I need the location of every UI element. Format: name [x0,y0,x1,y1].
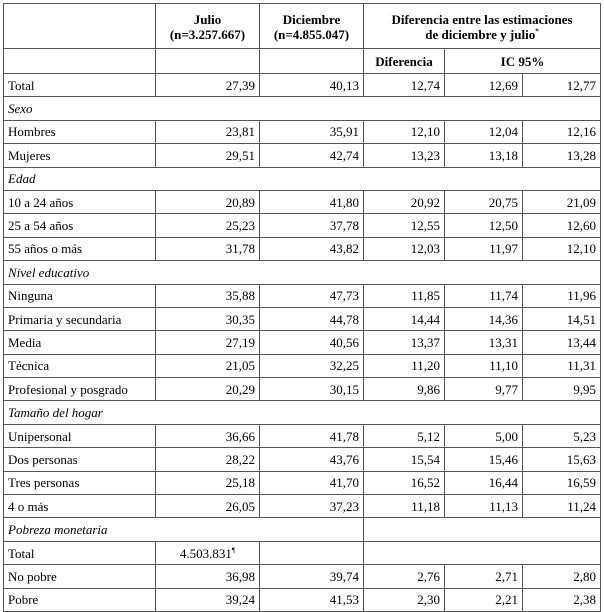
cell-diciembre: 43,82 [260,237,364,260]
cell-julio: 36,98 [156,565,260,588]
empty-cell [260,541,364,564]
cell-diciembre: 32,25 [260,354,364,377]
row-label: Ninguna [4,284,156,307]
table-row [4,237,601,260]
section-title-row [4,518,601,541]
table-row [4,331,601,354]
cell-diciembre: 39,74 [260,565,364,588]
table-row [4,588,601,611]
header-diferencia-group [364,4,601,49]
cell-julio: 30,35 [156,307,260,330]
cell-ic-high: 12,16 [523,120,601,143]
cell-diciembre: 41,70 [260,471,364,494]
cell-diferencia: 11,85 [364,284,445,307]
pobreza-total-value: 4.503.831 [179,545,232,561]
header-row [4,4,601,49]
row-label: Tres personas [4,471,156,494]
cell-ic-high: 9,95 [523,378,601,401]
cell-ic-low: 5,00 [445,424,523,447]
cell-diciembre: 44,78 [260,307,364,330]
header-diciembre-n: (n=4.855.047) [273,27,350,42]
cell-julio: 28,22 [156,448,260,471]
table-row [4,424,601,447]
cell-diferencia: 9,86 [364,378,445,401]
section-title-row [4,97,601,120]
cell-ic-high: 2,38 [523,588,601,611]
cell-julio: 29,51 [156,144,260,167]
cell-ic-high: 2,80 [523,565,601,588]
cell-diferencia: 14,44 [364,307,445,330]
cell-diferencia: 13,37 [364,331,445,354]
cell-diferencia: 16,52 [364,471,445,494]
cell-ic-low: 13,31 [445,331,523,354]
header-footnote-mark: * [535,27,539,36]
cell-ic-low: 11,13 [445,495,523,518]
header-julio-n: (n=3.257.667) [169,27,246,42]
header-diciembre-label: Diciembre [282,12,341,27]
cell-diferencia: 12,74 [364,74,445,97]
section-title: Nivel educativo [4,261,601,284]
cell-ic-low: 12,69 [445,74,523,97]
cell-diferencia: 15,54 [364,448,445,471]
cell-ic-low: 14,36 [445,307,523,330]
cell-julio: 36,66 [156,424,260,447]
row-label: Total [4,74,156,97]
row-label: Profesional y posgrado [4,378,156,401]
subheader-blank-3 [260,49,364,74]
row-label: 10 a 24 años [4,190,156,213]
cell-diciembre: 47,73 [260,284,364,307]
row-label: Mujeres [4,144,156,167]
cell-ic-high: 13,44 [523,331,601,354]
section-title: Sexo [4,97,601,120]
cell-ic-high: 11,31 [523,354,601,377]
table-row [4,120,601,143]
cell-diciembre: 42,74 [260,144,364,167]
cell-julio: 39,24 [156,588,260,611]
table-row [4,214,601,237]
cell-ic-high: 16,59 [523,471,601,494]
table-row [4,448,601,471]
table-row [4,307,601,330]
section-title-row [4,261,601,284]
empty-cell [364,541,601,564]
cell-diferencia: 12,10 [364,120,445,143]
cell-julio: 20,89 [156,190,260,213]
row-label: Primaria y secundaria [4,307,156,330]
subheader-blank-2 [156,49,260,74]
header-diferencia-title-line1: Diferencia entre las estimaciones [391,12,573,27]
cell-diciembre: 35,91 [260,120,364,143]
cell-julio: 31,78 [156,237,260,260]
table-row [4,284,601,307]
cell-ic-low: 16,44 [445,471,523,494]
table-row [4,144,601,167]
table-row [4,565,601,588]
row-label: Dos personas [4,448,156,471]
cell-diferencia: 2,76 [364,565,445,588]
cell-diferencia: 20,92 [364,190,445,213]
cell-ic-high: 12,77 [523,74,601,97]
cell-ic-low: 20,75 [445,190,523,213]
subheader-row [4,49,601,74]
table-row [4,471,601,494]
cell-ic-low: 11,74 [445,284,523,307]
pobreza-total-mark: ¶ [231,546,236,555]
cell-pobreza-total [156,541,260,564]
cell-julio: 21,05 [156,354,260,377]
row-label: 55 años o más [4,237,156,260]
header-blank [4,4,156,49]
cell-diciembre: 41,78 [260,424,364,447]
cell-diciembre: 40,56 [260,331,364,354]
cell-diciembre: 37,78 [260,214,364,237]
table-row [4,378,601,401]
section-title-row [4,401,601,424]
cell-ic-high: 12,10 [523,237,601,260]
cell-julio: 23,81 [156,120,260,143]
cell-ic-high: 5,23 [523,424,601,447]
row-label: Unipersonal [4,424,156,447]
row-label: Hombres [4,120,156,143]
cell-ic-high: 15,63 [523,448,601,471]
cell-ic-low: 12,04 [445,120,523,143]
cell-julio: 27,39 [156,74,260,97]
subheader-diferencia: Diferencia [364,49,445,74]
cell-diferencia: 13,23 [364,144,445,167]
cell-ic-low: 13,18 [445,144,523,167]
subheader-blank-1 [4,49,156,74]
cell-diciembre: 37,23 [260,495,364,518]
cell-diciembre: 30,15 [260,378,364,401]
cell-julio: 25,18 [156,471,260,494]
table-row [4,354,601,377]
section-title: Pobreza monetaria [4,518,364,541]
cell-diferencia: 2,30 [364,588,445,611]
table-row [4,190,601,213]
row-label: Técnica [4,354,156,377]
table-row [4,495,601,518]
cell-ic-low: 15,46 [445,448,523,471]
header-diferencia-title-line2: de diciembre y julio [425,27,536,42]
cell-ic-low: 2,21 [445,588,523,611]
cell-ic-low: 2,71 [445,565,523,588]
cell-diciembre: 41,80 [260,190,364,213]
row-label: Pobre [4,588,156,611]
cell-diferencia: 12,03 [364,237,445,260]
cell-diciembre: 43,76 [260,448,364,471]
cell-ic-low: 11,97 [445,237,523,260]
section-title: Tamaño del hogar [4,401,601,424]
empty-cell [364,518,601,541]
cell-ic-high: 12,60 [523,214,601,237]
row-label: Media [4,331,156,354]
row-label: No pobre [4,565,156,588]
section-title: Edad [4,167,601,190]
table-row-total [4,74,601,97]
cell-diciembre: 40,13 [260,74,364,97]
cell-julio: 25,23 [156,214,260,237]
section-title-row [4,167,601,190]
cell-ic-high: 13,28 [523,144,601,167]
cell-ic-low: 11,10 [445,354,523,377]
subheader-ic: IC 95% [445,49,601,74]
row-label: 25 a 54 años [4,214,156,237]
table-row-pobreza-total [4,541,601,564]
cell-ic-high: 21,09 [523,190,601,213]
cell-ic-low: 9,77 [445,378,523,401]
cell-ic-low: 12,50 [445,214,523,237]
row-label: Total [4,541,156,564]
cell-diferencia: 5,12 [364,424,445,447]
cell-diferencia: 12,55 [364,214,445,237]
cell-diciembre: 41,53 [260,588,364,611]
cell-julio: 35,88 [156,284,260,307]
estimates-table [3,3,601,612]
cell-julio: 27,19 [156,331,260,354]
row-label: 4 o más [4,495,156,518]
cell-ic-high: 14,51 [523,307,601,330]
header-diciembre [260,4,364,49]
header-julio-label: Julio [193,12,222,27]
cell-ic-high: 11,24 [523,495,601,518]
cell-diferencia: 11,20 [364,354,445,377]
cell-diferencia: 11,18 [364,495,445,518]
cell-julio: 20,29 [156,378,260,401]
header-julio [156,4,260,49]
cell-julio: 26,05 [156,495,260,518]
cell-ic-high: 11,96 [523,284,601,307]
